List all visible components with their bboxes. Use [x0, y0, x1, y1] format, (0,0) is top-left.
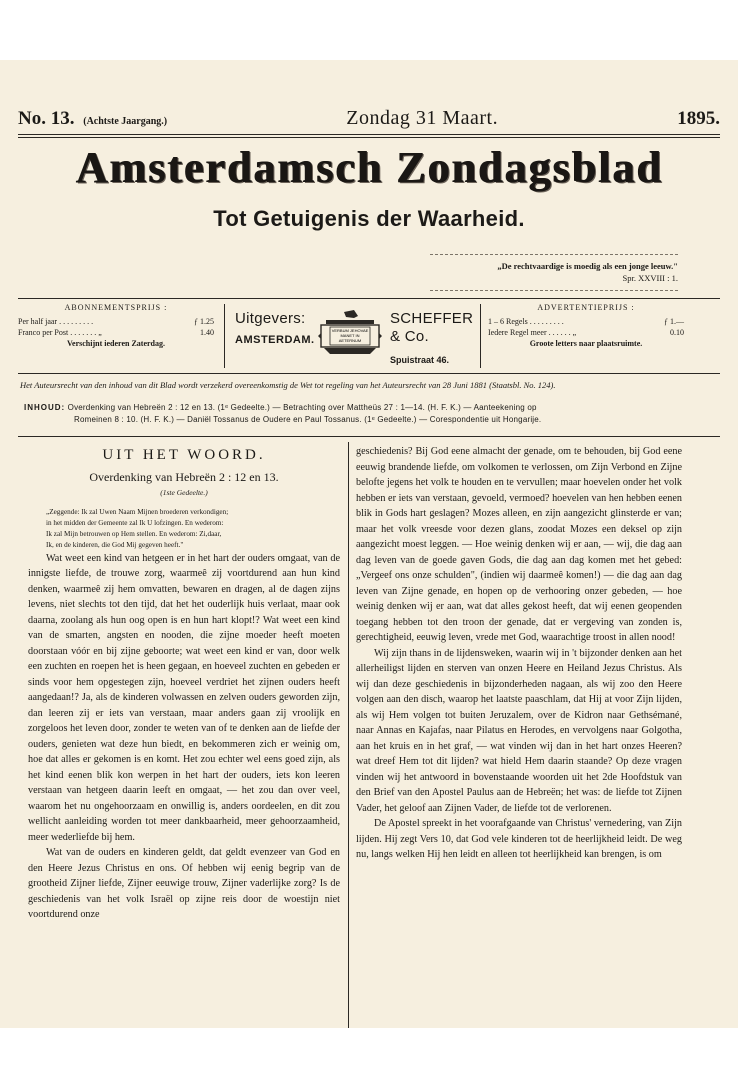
article-column-right	[356, 444, 682, 863]
subscription-note: Verschijnt iederen Zaterdag.	[67, 339, 165, 348]
subscription-box	[18, 302, 214, 368]
table-of-contents	[24, 402, 716, 426]
subscription-heading: ABONNEMENTSPRIJS :	[64, 303, 168, 312]
publisher-emblem	[318, 308, 382, 360]
issue-number: No. 13.	[18, 108, 75, 129]
publisher-street: Spuistraat 46.	[390, 355, 450, 365]
advertising-box	[488, 302, 684, 368]
motto-divider-bottom	[430, 290, 678, 291]
publisher-left	[235, 310, 321, 346]
emblem-text-1: VERBUM JEHOVAE	[331, 328, 369, 333]
issue-volume: (Achtste Jaargang.)	[83, 116, 168, 127]
column-divider	[348, 442, 349, 1028]
article-title: Overdenking van Hebreën 2 : 12 en 13.	[89, 469, 279, 484]
masthead-subtitle: Tot Getuigenis der Waarheid.	[213, 206, 525, 231]
publisher-city: AMSTERDAM.	[235, 334, 315, 346]
article-part: (1ste Gedeelte.)	[160, 488, 208, 497]
article-column-left	[28, 444, 340, 923]
masthead-title: Amsterdamsch Zondagsblad	[75, 143, 663, 192]
emblem-text-3: AETERNUM	[338, 338, 362, 343]
subscription-row: Per half jaar . . . . . . . . . ƒ 1.25	[18, 317, 214, 326]
box-divider-left	[224, 304, 225, 368]
advertising-row: 1 – 6 Regels . . . . . . . . . ƒ 1.—	[488, 317, 684, 326]
motto-text: „De rechtvaardige is moedig als een jonge leeuw."	[497, 261, 678, 271]
section-heading: UIT HET WOORD.	[102, 447, 266, 463]
issue-info	[18, 108, 167, 130]
advertising-row: Iedere Regel meer . . . . . . „ 0.10	[488, 328, 684, 337]
advertising-heading: ADVERTENTIEPRIJS :	[537, 303, 635, 312]
publisher-right	[390, 310, 480, 365]
contents-label: INHOUD:	[24, 403, 66, 412]
motto-divider-top	[430, 254, 678, 255]
info-rule-top	[18, 298, 720, 299]
info-rule-bottom	[18, 373, 720, 374]
contents-rule	[18, 436, 720, 437]
paragraph: geschiedenis? Bij God eene almacht der genade, om te behouden, bij God eene eeuwig brandende liefde, om volkomen te verlossen, om Zijn Verbond en Zijne belofte jegens het volk te houden en te vervullen; maar hoevelen onder het volk hebben er iets van verstaan, gevoeld, vermoed? hoevelen van hen hebben eenen blik in Gods hart geslagen? Mozes alleen, en zijn aangezicht glinsterde er van; maar het volk vreesde voor dezen glans, zoodat Mozes een deksel op zijn aangezicht moest leggen. — Hoe weinig denken wij er aan, — wij, die dag aan dag leven van de goede gaven Gods, die dag aan dag komen met het gebed: „Vergeef ons onze schulden", (indien wij daarmeê komen!) — die dag aan dag leven van Zijne genade, en hopen op de verhooring onzer gebeden, — hoe weinig denken wij er aan, wat dat alles gekost heeft, dat wij eenen geopenden toegang hebben tot den troon der genade, dat er vergeving van zonden is, gerechtigheid, eeuwig leven, vrede met God, waarachtige troost in allen nood!	[356, 446, 682, 643]
publisher-name: SCHEFFER & Co.	[390, 310, 474, 345]
subscription-row: Franco per Post . . . . . . . „ 1.40	[18, 328, 214, 337]
paragraph: De Apostel spreekt in het voorafgaande van Christus' vernedering, van Zijn lijden. Hij zegt Vers 10, dat God vele kinderen tot de heerlijkheid leidt. De weg nu, langs welken Hij hen leidt en alleen tot heerlijkheid kan brengen, is om	[356, 818, 682, 860]
header-rule	[18, 134, 720, 135]
newspaper-page	[0, 60, 738, 1028]
emblem-text-2: MANET IN	[340, 333, 360, 338]
advertising-note: Groote letters naar plaatsruimte.	[529, 339, 643, 348]
contents-line-1: Overdenking van Hebreën 2 : 12 en 13. (1ᵉ Gedeelte.) — Betrachting over Mattheüs 27 : 1—14. (H. F. K.) — Aanteekening op	[67, 403, 537, 412]
paragraph: Wij zijn thans in de lijdensweken, waarin wij in 't bijzonder denken aan het allerheiligst lijden en sterven van onzen Heere en Heiland Jezus Christus. Als wij dan deze geschiedenis in bijzonderheden nagaan, als wij zoo den Heere volgen aan den disch, waarop het laatste paaschlam, dat Hij at voor Zijn lijden, als wij Hem volgen tot buiten Jeruzalem, over de Kidron naar Gethsémané, naar Annas en Kajafas, naar Pilatus en Herodes, en vervolgens naar Golgotha, aan het kruis en in het graf, — wat vinden wij dan in het hart onzes Heeren? wat dreef Hem tot dit lijden? wat hield Hem daarin staande? Op deze vragen vinden wij het antwoord in bovenstaande woorden uit het 2de Hoofdstuk van den Brief van den Apostel Paulus aan de Hebreën; het was: de liefde tot Zijnen Vader, het geloof aan Zijnen Vader, de liefde tot de verlorenen.	[356, 647, 682, 814]
scripture-quote: „Zeggende: Ik zal Uwen Naam Mijnen broederen verkondigen; in het midden der Gemeente zal Ik U lofzingen. En wederom: Ik zal Mijn betrouwen op Hem stellen. En wederom: Zi,daar, Ik, en de kinderen, die God Mij gegeven heeft."	[46, 507, 229, 549]
motto-reference: Spr. XXVIII : 1.	[622, 273, 678, 283]
box-divider-right	[480, 304, 481, 368]
contents-line-2: Romeinen 8 : 10. (H. F. K.) — Daniël Tossanus de Oudere en Paul Tossanus. (1ᵉ Gedeelte.) — Corespondentie uit Hongarije.	[74, 415, 542, 424]
paragraph: Wat weet een kind van hetgeen er in het hart der ouders omgaat, van de innigste liefde, de trouwe zorg, waarmeê zij voortdurend aan hun kind denken, waarmeê zij hem omvatten, bewaren en dragen, al de dagen zijns levens, niet slechts tot den tijd, dat het het ouderlijk huis verlaat, maar ook daarna, zoolang als hun oog open is en hun hart klopt!? Wat weet een kind van de smarten, angsten en nooden, die zijne moeder heeft moeten doorstaan vóór en bij zijne geboorte; wat weet een kind er van, door welk een zuchten en roepen het is heen gegaan, en hoeveel zuchten en gebeden er sinds voor hem opgestegen zijn, hoeveel verdriet het zijnen ouders heeft aangedaan!? Ja, als de kinderen volwassen en zelven ouders geworden zijn, dan leeren zij er iets van verstaan, maar anders gaan zij vroolijk en zorgeloos het leven door, zonder te weten van of te denken aan de liefde der ouders, genieten wat deze hun biedt, en bekommeren zich er weinig om, hoe dat alles er gekomen is en komt. Het zou echter wel eens goed zijn, als het kind eenen blik kon werpen in het hart der ouders, iets kon leeren verstaan van hetgeen daarin leeft en omgaat, — het zou dan over veel, waarom het nu ongehoorzaam en onwillig is, anders oordeelen, en dit zou wellicht aanleiding worden tot meer dankbaarheid, meer gehoorzaamheid, meer wederliefde bij hem.	[28, 552, 340, 843]
header-rule-thin	[18, 137, 720, 138]
paragraph: Wat van de ouders en kinderen geldt, dat geldt evenzeer van God en den Heere Jezus Christus en ons. Of hebben wij eenig begrip van de grootheid Zijner liefde, Zijner eeuwige trouw, Zijner vaderlijke zorg? Is de geschiedenis van het volk Israël op zijne reis door de woestijn niet voortdurend onze	[28, 847, 340, 920]
motto	[497, 260, 678, 284]
issue-year: 1895.	[677, 108, 720, 129]
issue-line	[18, 98, 720, 130]
publisher-label: Uitgevers:	[235, 310, 306, 327]
copyright-notice: Het Auteursrecht van den inhoud van dit Blad wordt verzekerd overeenkomstig de Wet tot regeling van het Auteursrecht van 28 Juni 1881 (Staatsbl. No. 124).	[20, 380, 556, 390]
issue-date: Zondag 31 Maart.	[346, 107, 499, 129]
